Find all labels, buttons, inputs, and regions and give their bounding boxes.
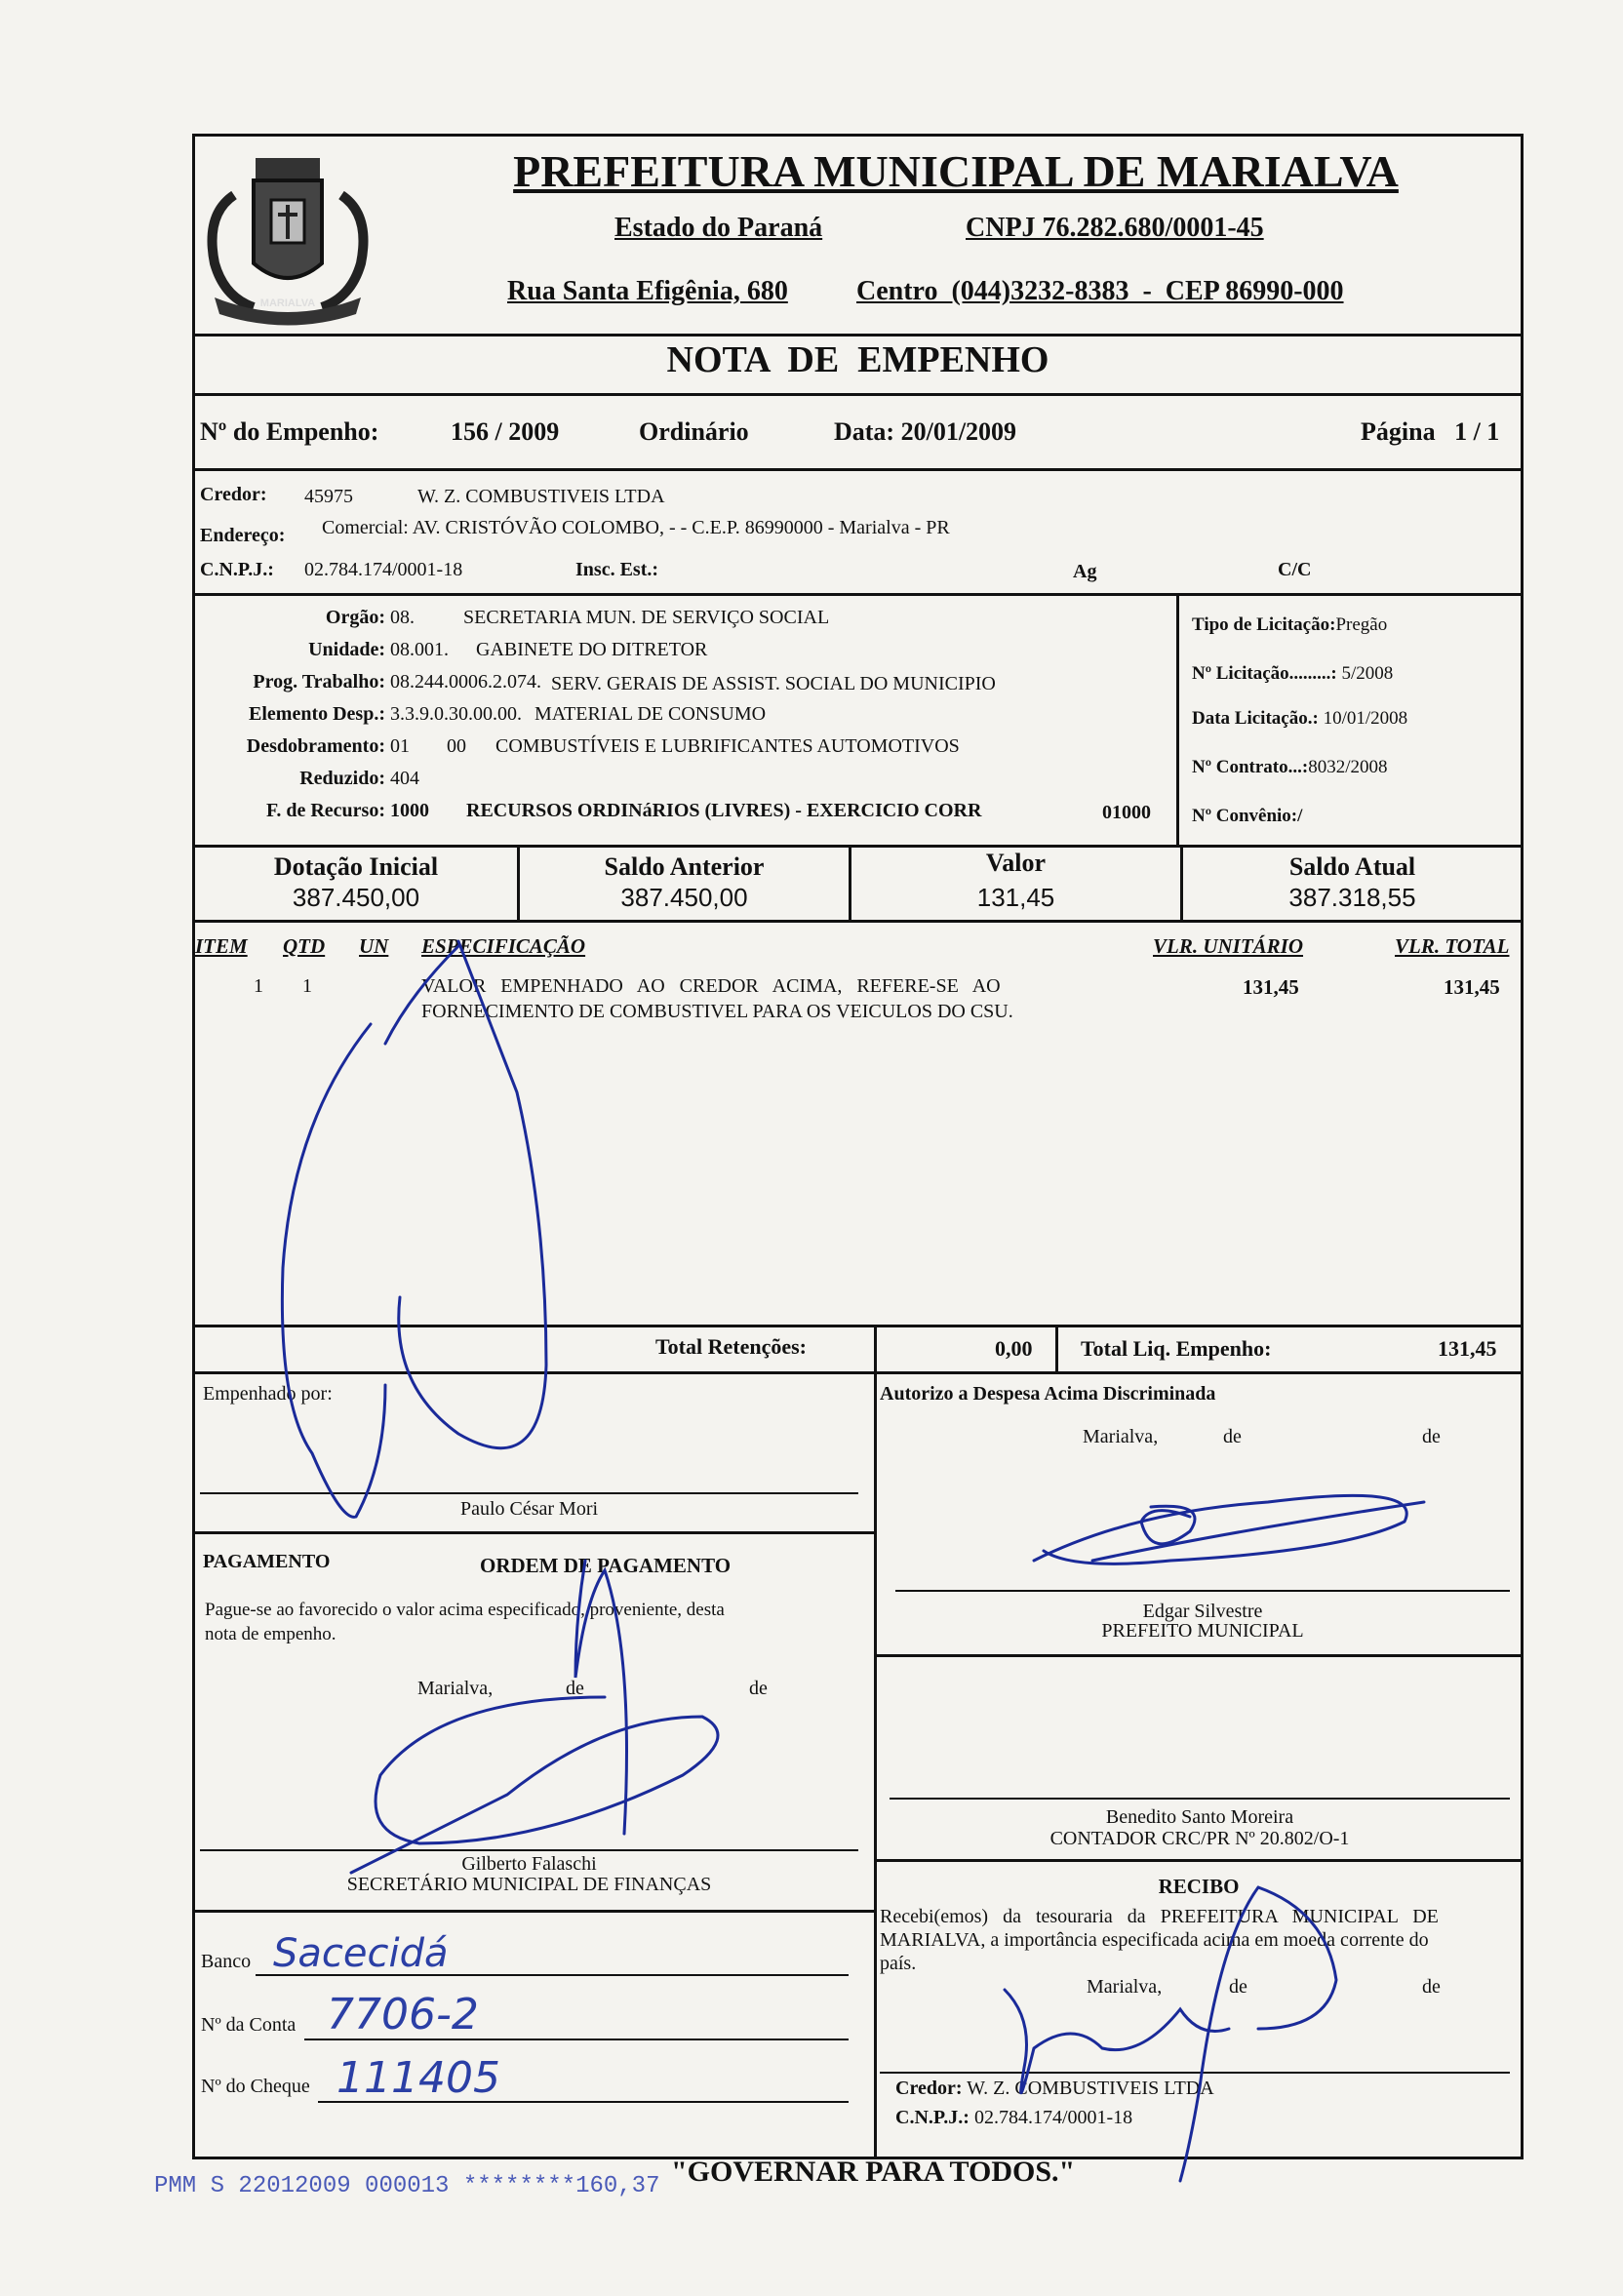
recurso-code2: 01000 — [1102, 802, 1151, 823]
valor-value: 131,45 — [976, 883, 1055, 912]
col-total-header: VLR. TOTAL — [1395, 934, 1510, 958]
reduzido-label: Reduzido: — [299, 768, 385, 789]
recibo-credor-label: Credor: — [895, 2078, 963, 2099]
pagamento-title: PAGAMENTO — [203, 1551, 331, 1572]
liquido-label: Total Liq. Empenho: — [1081, 1336, 1272, 1361]
tipo-licitacao-value: Pregão — [1335, 614, 1388, 635]
recibo-text-line2: MARIALVA, a importância especificada acima em moeda corrente do — [880, 1929, 1429, 1951]
col-spec-header: ESPECIFICAÇÃO — [421, 934, 586, 958]
recurso-name: RECURSOS ORDINáRIOS (LIVRES) - EXERCICIO CORR — [466, 800, 982, 821]
recibo-de2: de — [1422, 1976, 1441, 1998]
header-address: Rua Santa Efigênia, 680 — [507, 276, 788, 306]
retencoes-label: Total Retenções: — [655, 1334, 807, 1359]
retencoes-value: 0,00 — [995, 1336, 1033, 1361]
cheque-value: 111405 — [336, 2053, 500, 2103]
page-number: Página 1 / 1 — [1361, 417, 1500, 446]
ordem-pagamento-title: ORDEM DE PAGAMENTO — [480, 1554, 732, 1577]
desd-code2: 00 — [447, 735, 466, 757]
saldo-atual-value: 387.318,55 — [1288, 883, 1416, 912]
recurso-code: 1000 — [390, 800, 429, 821]
cc-label: C/C — [1278, 559, 1312, 580]
orgao-label: Orgão: — [325, 607, 385, 628]
pagamento-de1: de — [566, 1678, 584, 1699]
header-address-rest: Centro (044)3232-8383 - CEP 86990-000 — [856, 276, 1344, 306]
autorizo-city: Marialva, — [1083, 1426, 1159, 1447]
elem-code: 3.3.9.0.30.00.00. — [390, 703, 522, 725]
data-licitacao-label: Data Licitação.: — [1192, 708, 1319, 729]
dotacao-value: 387.450,00 — [292, 883, 420, 912]
bank-stamp: PMM S 22012009 000013 ********160,37 — [154, 2173, 660, 2199]
empenho-number-label: Nº do Empenho: — [200, 417, 379, 446]
conta-value: 7706-2 — [327, 1990, 479, 2039]
signature-recibo — [1005, 1887, 1336, 2181]
numero-convenio: Nº Convênio:/ — [1192, 806, 1303, 826]
empenho-date: Data: 20/01/2009 — [834, 417, 1017, 446]
conta-label: Nº da Conta — [201, 2014, 297, 2036]
tipo-licitacao-label: Tipo de Licitação: — [1192, 614, 1336, 635]
pagamento-text-line2: nota de empenho. — [205, 1624, 336, 1644]
recibo-text-line1: Recebi(emos) da tesouraria da PREFEITURA MUNICIPAL DE — [880, 1906, 1439, 1927]
autorizo-de1: de — [1223, 1426, 1242, 1447]
valor-label: Valor — [985, 849, 1047, 877]
col-item-header: ITEM — [195, 934, 248, 958]
autorizo-de2: de — [1422, 1426, 1441, 1447]
document-title: NOTA DE EMPENHO — [666, 339, 1049, 380]
autorizo-label: Autorizo a Despesa Acima Discriminada — [880, 1383, 1216, 1405]
header-cnpj: CNPJ 76.282.680/0001-45 — [966, 213, 1264, 243]
prefeito-title: PREFEITO MUNICIPAL — [1101, 1620, 1304, 1642]
prog-code: 08.244.0006.2.074. — [390, 671, 541, 693]
saldo-anterior-label: Saldo Anterior — [604, 852, 765, 881]
unidade-name: GABINETE DO DITRETOR — [476, 639, 708, 660]
row-spec-line2: FORNECIMENTO DE COMBUSTIVEL PARA OS VEICULOS DO CSU. — [421, 1001, 1013, 1022]
numero-contrato-value: 8032/2008 — [1308, 757, 1388, 777]
contador-name: Benedito Santo Moreira — [1105, 1806, 1294, 1828]
page-title: PREFEITURA MUNICIPAL DE MARIALVA — [513, 146, 1399, 196]
elem-label: Elemento Desp.: — [249, 703, 385, 725]
secretario-title: SECRETÁRIO MUNICIPAL DE FINANÇAS — [346, 1874, 712, 1895]
signature-prefeito — [1034, 1495, 1424, 1564]
empenhado-name: Paulo César Mori — [459, 1498, 599, 1520]
numero-contrato-label: Nº Contrato...: — [1192, 757, 1309, 777]
credor-name: W. Z. COMBUSTIVEIS LTDA — [417, 486, 665, 507]
row-qtd: 1 — [302, 975, 312, 997]
pagamento-de2: de — [749, 1678, 768, 1699]
credor-cnpj: 02.784.174/0001-18 — [304, 559, 463, 580]
secretario-name: Gilberto Falaschi — [461, 1853, 597, 1875]
data-licitacao-value: 10/01/2008 — [1323, 708, 1408, 729]
desd-name: COMBUSTÍVEIS E LUBRIFICANTES AUTOMOTIVOS — [495, 735, 960, 757]
row-item: 1 — [254, 975, 263, 997]
col-unit-header: VLR. UNITÁRIO — [1153, 934, 1304, 958]
recibo-cnpj-label: C.N.P.J.: — [895, 2107, 970, 2128]
signature-empenhado — [282, 941, 546, 1517]
recibo-credor-name: W. Z. COMBUSTIVEIS LTDA — [967, 2078, 1214, 2099]
empenhado-label: Empenhado por: — [203, 1383, 333, 1405]
orgao-name: SECRETARIA MUN. DE SERVIÇO SOCIAL — [463, 607, 830, 628]
ag-label: Ag — [1073, 561, 1097, 582]
signature-secretario — [351, 1561, 718, 1873]
unidade-label: Unidade: — [308, 639, 385, 660]
empenho-number: 156 / 2009 — [451, 417, 560, 446]
banco-value: Sacecidá — [273, 1931, 449, 1976]
col-un-header: UN — [359, 934, 389, 958]
prog-label: Prog. Trabalho: — [253, 671, 385, 693]
col-qtd-header: QTD — [283, 934, 326, 958]
recurso-label: F. de Recurso: — [265, 800, 385, 821]
contador-title: CONTADOR CRC/PR Nº 20.802/O-1 — [1049, 1828, 1350, 1849]
numero-licitacao-label: Nº Licitação.........: — [1192, 663, 1337, 684]
recibo-title: RECIBO — [1158, 1875, 1240, 1898]
pagamento-text-line1: Pague-se ao favorecido o valor acima especificado, proveniente, desta — [205, 1600, 725, 1620]
banco-label: Banco — [201, 1951, 252, 1972]
slogan: "GOVERNAR PARA TODOS." — [671, 2156, 1076, 2188]
numero-licitacao-value: 5/2008 — [1341, 663, 1394, 684]
reduzido-value: 404 — [390, 768, 419, 789]
prog-name: SERV. GERAIS DE ASSIST. SOCIAL DO MUNICIPIO — [551, 673, 996, 694]
row-spec-line1: VALOR EMPENHADO AO CREDOR ACIMA, REFERE-SE AO — [421, 975, 1001, 997]
recibo-de1: de — [1229, 1976, 1247, 1998]
recibo-text-line3: país. — [880, 1953, 917, 1974]
state-name: Estado do Paraná — [614, 213, 823, 243]
cheque-label: Nº do Cheque — [201, 2076, 310, 2097]
credor-code: 45975 — [304, 486, 353, 507]
dotacao-label: Dotação Inicial — [273, 852, 439, 881]
recibo-city: Marialva, — [1087, 1976, 1163, 1998]
recibo-cnpj-value: 02.784.174/0001-18 — [973, 2107, 1133, 2128]
desd-label: Desdobramento: — [246, 735, 385, 757]
row-total: 131,45 — [1444, 975, 1500, 999]
desd-code1: 01 — [390, 735, 410, 757]
elem-name: MATERIAL DE CONSUMO — [534, 703, 767, 725]
unidade-code: 08.001. — [390, 639, 449, 660]
endereco-label: Endereço: — [200, 525, 286, 546]
cnpj-label: C.N.P.J.: — [200, 559, 274, 580]
credor-label: Credor: — [200, 484, 267, 505]
saldo-anterior-value: 387.450,00 — [620, 883, 748, 912]
liquido-value: 131,45 — [1438, 1336, 1497, 1361]
credor-address: Comercial: AV. CRISTÓVÃO COLOMBO, - - C.E.P. 86990000 - Marialva - PR — [322, 517, 950, 538]
saldo-atual-label: Saldo Atual — [1288, 852, 1416, 881]
prefeito-name: Edgar Silvestre — [1142, 1601, 1263, 1622]
pagamento-city: Marialva, — [417, 1678, 494, 1699]
empenho-type: Ordinário — [639, 417, 749, 446]
orgao-code: 08. — [390, 607, 415, 628]
crest-banner-text: MARIALVA — [259, 297, 316, 309]
insc-label: Insc. Est.: — [575, 559, 659, 580]
row-unit: 131,45 — [1243, 975, 1299, 999]
